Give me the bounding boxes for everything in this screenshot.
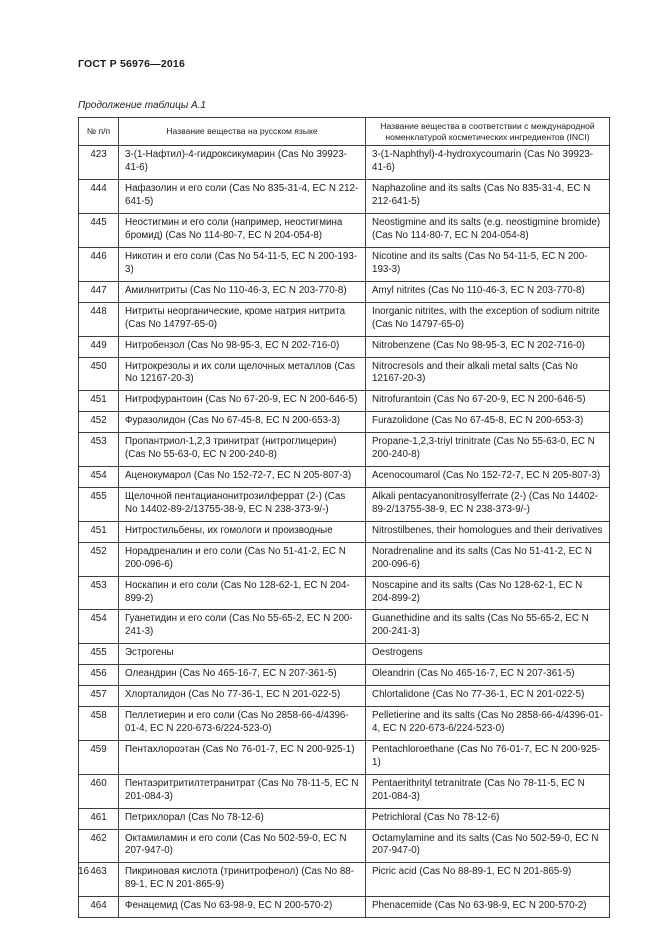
table-cell-inci: Chlortalidone (Cas No 77-36-1, EC N 201-022-5): [366, 686, 610, 707]
table-cell-num: 453: [79, 433, 119, 467]
table-row: [79, 707, 610, 741]
table-cell-ru: Щелочной пентацианонитрозилферрат (2-) (Cas No 14402-89-2/13755-38-9, EC N 238-373-9/-): [119, 487, 366, 521]
table-cell-inci: Oestrogens: [366, 644, 610, 665]
table-header: [79, 118, 610, 146]
table-cell-ru: Аценокумарол (Cas No 152-72-7, EC N 205-807-3): [119, 467, 366, 488]
table-cell-num: 447: [79, 281, 119, 302]
table-row: [79, 357, 610, 391]
table-cell-num: 459: [79, 740, 119, 774]
table-cell-inci: Phenacemide (Cas No 63-98-9, EC N 200-570-2): [366, 897, 610, 918]
table-cell-inci: Propane-1,2,3-triyl trinitrate (Cas No 55-63-0, EC N 200-240-8): [366, 433, 610, 467]
table-cell-num: 455: [79, 487, 119, 521]
table-row: [79, 433, 610, 467]
table-cell-inci: Nitrofurantoin (Cas No 67-20-9, EC N 200-646-5): [366, 391, 610, 412]
table-cell-inci: Pentachloroethane (Cas No 76-01-7, EC N 200-925-1): [366, 740, 610, 774]
table-cell-ru: Эстрогены: [119, 644, 366, 665]
table-row: [79, 467, 610, 488]
column-header-russian-name: Название вещества на русском языке: [119, 118, 366, 146]
table-cell-num: 460: [79, 774, 119, 808]
table-cell-num: 457: [79, 686, 119, 707]
table-row: [79, 576, 610, 610]
table-row: [79, 644, 610, 665]
table-cell-inci: Petrichloral (Cas No 78-12-6): [366, 808, 610, 829]
table-cell-num: 456: [79, 665, 119, 686]
table-cell-inci: Oleandrin (Cas No 465-16-7, EC N 207-361-5): [366, 665, 610, 686]
table-cell-ru: Пентахлороэтан (Cas No 76-01-7, EC N 200-925-1): [119, 740, 366, 774]
table-row: [79, 897, 610, 918]
table-cell-num: 451: [79, 391, 119, 412]
table-cell-inci: Amyl nitrites (Cas No 110-46-3, EC N 203-770-8): [366, 281, 610, 302]
table-cell-num: 444: [79, 180, 119, 214]
table-cell-inci: Pelletierine and its salts (Cas No 2858-66-4/4396-01-4, EC N 220-673-6/224-523-0): [366, 707, 610, 741]
column-header-inci-name: Название вещества в соответствии с международной номенклатурой косметических ингредиентов (INCI): [366, 118, 610, 146]
table-cell-ru: Пеллетиерин и его соли (Cas No 2858-66-4/4396-01-4, EC N 220-673-6/224-523-0): [119, 707, 366, 741]
table-cell-ru: Октамиламин и его соли (Cas No 502-59-0, EC N 207-947-0): [119, 829, 366, 863]
table-cell-ru: Хлорталидон (Cas No 77-36-1, EC N 201-022-5): [119, 686, 366, 707]
table-cell-ru: Амилнитриты (Cas No 110-46-3, EC N 203-770-8): [119, 281, 366, 302]
table-cell-ru: Носкапин и его соли (Cas No 128-62-1, EC N 204-899-2): [119, 576, 366, 610]
table-row: [79, 686, 610, 707]
table-cell-inci: Nitrostilbenes, their homologues and their derivatives: [366, 521, 610, 542]
table-row: [79, 180, 610, 214]
table-row: [79, 146, 610, 180]
substances-table: [78, 117, 610, 918]
table-cell-num: 446: [79, 248, 119, 282]
table-cell-inci: Furazolidone (Cas No 67-45-8, EC N 200-653-3): [366, 412, 610, 433]
table-cell-num: 452: [79, 412, 119, 433]
table-cell-ru: Фуразолидон (Cas No 67-45-8, EC N 200-653-3): [119, 412, 366, 433]
table-cell-num: 423: [79, 146, 119, 180]
table-cell-ru: 3-(1-Нафтил)-4-гидроксикумарин (Cas No 39923-41-6): [119, 146, 366, 180]
table-cell-ru: Неостигмин и его соли (например, неостигмина бромид) (Cas No 114-80-7, EC N 204-054-8): [119, 214, 366, 248]
table-cell-num: 455: [79, 644, 119, 665]
table-cell-inci: Nitrobenzene (Cas No 98-95-3, EC N 202-716-0): [366, 336, 610, 357]
table-cell-inci: Alkali pentacyanonitrosylferrate (2-) (Cas No 14402-89-2/13755-38-9, EC N 238-373-9/-): [366, 487, 610, 521]
table-cell-ru: Нафазолин и его соли (Cas No 835-31-4, EC N 212-641-5): [119, 180, 366, 214]
table-cell-inci: Nitrocresols and their alkali metal salts (Cas No 12167-20-3): [366, 357, 610, 391]
table-cell-inci: Noradrenaline and its salts (Cas No 51-41-2, EC N 200-096-6): [366, 542, 610, 576]
table-cell-ru: Петрихлорал (Cas No 78-12-6): [119, 808, 366, 829]
table-cell-inci: Naphazoline and its salts (Cas No 835-31-4, EC N 212-641-5): [366, 180, 610, 214]
column-header-number: № п/п: [79, 118, 119, 146]
table-cell-num: 453: [79, 576, 119, 610]
table-cell-inci: Acenocoumarol (Cas No 152-72-7, EC N 205-807-3): [366, 467, 610, 488]
table-cell-num: 463: [79, 863, 119, 897]
table-cell-ru: Нитрофурантоин (Cas No 67-20-9, EC N 200-646-5): [119, 391, 366, 412]
table-cell-inci: Picric acid (Cas No 88-89-1, EC N 201-865-9): [366, 863, 610, 897]
table-cell-num: 449: [79, 336, 119, 357]
table-cell-inci: Octamylamine and its salts (Cas No 502-59-0, EC N 207-947-0): [366, 829, 610, 863]
table-cell-num: 464: [79, 897, 119, 918]
table-cell-num: 461: [79, 808, 119, 829]
table-row: [79, 391, 610, 412]
table-row: [79, 808, 610, 829]
table-cell-ru: Нитробензол (Cas No 98-95-3, EC N 202-716-0): [119, 336, 366, 357]
table-row: [79, 610, 610, 644]
table-row: [79, 412, 610, 433]
table-row: [79, 740, 610, 774]
document-title: ГОСТ Р 56976—2016: [78, 58, 186, 70]
table-cell-ru: Олеандрин (Cas No 465-16-7, EC N 207-361-5): [119, 665, 366, 686]
table-caption: Продолжение таблицы А.1: [78, 100, 206, 111]
table-cell-ru: Фенацемид (Cas No 63-98-9, EC N 200-570-2): [119, 897, 366, 918]
table-row: [79, 829, 610, 863]
page-number: 16: [78, 866, 90, 877]
table-cell-ru: Пикриновая кислота (тринитрофенол) (Cas No 88-89-1, EC N 201-865-9): [119, 863, 366, 897]
table-cell-inci: Pentaerithrityl tetranitrate (Cas No 78-11-5, EC N 201-084-3): [366, 774, 610, 808]
table-cell-inci: Guanethidine and its salts (Cas No 55-65-2, EC N 200-241-3): [366, 610, 610, 644]
table-cell-num: 451: [79, 521, 119, 542]
table-row: [79, 248, 610, 282]
table-cell-inci: Noscapine and its salts (Cas No 128-62-1, EC N 204-899-2): [366, 576, 610, 610]
table-row: [79, 521, 610, 542]
table-cell-num: 452: [79, 542, 119, 576]
table-cell-ru: Нитриты неорганические, кроме натрия нитрита (Cas No 14797-65-0): [119, 302, 366, 336]
page-content: [78, 58, 609, 918]
table-cell-num: 462: [79, 829, 119, 863]
table-row: [79, 665, 610, 686]
table-cell-ru: Пропантриол-1,2,3 тринитрат (нитроглицерин) (Cas No 55-63-0, EC N 200-240-8): [119, 433, 366, 467]
table-cell-ru: Пентаэритритилтетранитрат (Cas No 78-11-5, EC N 201-084-3): [119, 774, 366, 808]
table-cell-ru: Гуанетидин и его соли (Cas No 55-65-2, EC N 200-241-3): [119, 610, 366, 644]
table-body: [79, 146, 610, 918]
table-header-row: [79, 118, 610, 146]
table-row: [79, 302, 610, 336]
table-cell-ru: Никотин и его соли (Cas No 54-11-5, EC N 200-193-3): [119, 248, 366, 282]
table-cell-ru: Норадреналин и его соли (Cas No 51-41-2, EC N 200-096-6): [119, 542, 366, 576]
table-cell-num: 450: [79, 357, 119, 391]
table-row: [79, 542, 610, 576]
table-row: [79, 774, 610, 808]
table-row: [79, 336, 610, 357]
table-cell-inci: 3-(1-Naphthyl)-4-hydroxycoumarin (Cas No 39923-41-6): [366, 146, 610, 180]
table-row: [79, 281, 610, 302]
table-cell-num: 454: [79, 610, 119, 644]
table-row: [79, 863, 610, 897]
table-cell-num: 458: [79, 707, 119, 741]
table-cell-inci: Inorganic nitrites, with the exception of sodium nitrite (Cas No 14797-65-0): [366, 302, 610, 336]
table-cell-num: 454: [79, 467, 119, 488]
table-cell-ru: Нитрокрезолы и их соли щелочных металлов (Cas No 12167-20-3): [119, 357, 366, 391]
table-cell-inci: Neostigmine and its salts (e.g. neostigmine bromide) (Cas No 114-80-7, EC N 204-054-8): [366, 214, 610, 248]
table-row: [79, 214, 610, 248]
table-cell-num: 448: [79, 302, 119, 336]
table-cell-num: 445: [79, 214, 119, 248]
table-cell-ru: Нитростильбены, их гомологи и производные: [119, 521, 366, 542]
table-row: [79, 487, 610, 521]
table-cell-inci: Nicotine and its salts (Cas No 54-11-5, EC N 200-193-3): [366, 248, 610, 282]
